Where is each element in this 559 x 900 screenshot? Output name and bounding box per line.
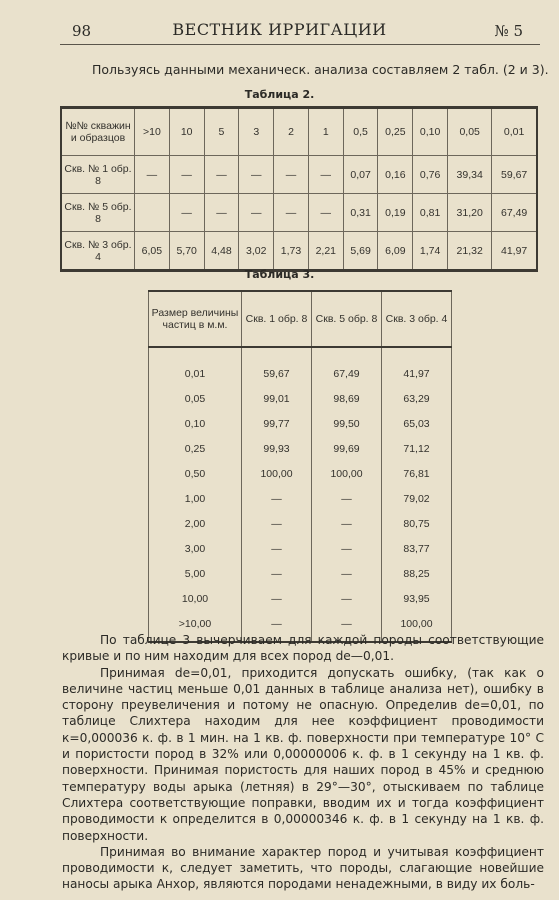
table-cell: 65,03: [382, 411, 452, 436]
table-cell: 0,19: [378, 194, 413, 232]
table3: [148, 290, 452, 643]
table-cell: 71,12: [382, 436, 452, 461]
table2-column-header: 0,25: [378, 108, 413, 156]
table2-column-header: 0,01: [492, 108, 537, 156]
table-cell: 0,01: [149, 347, 242, 386]
row-label: Скв. № 5 обр. 8: [61, 194, 135, 232]
table-cell: —: [239, 156, 274, 194]
table2-column-header: >10: [135, 108, 170, 156]
table-cell: —: [312, 561, 382, 586]
table-row: [61, 156, 537, 194]
table3-body: [149, 347, 452, 642]
table-cell: 99,93: [242, 436, 312, 461]
table-cell: 59,67: [492, 156, 537, 194]
table-cell: 0,16: [378, 156, 413, 194]
row-label: Скв. № 3 обр. 4: [61, 232, 135, 271]
table-cell: —: [312, 611, 382, 642]
table-cell: 0,81: [413, 194, 448, 232]
table-cell: —: [274, 194, 309, 232]
table-cell: —: [169, 156, 204, 194]
table-cell: >10,00: [149, 611, 242, 642]
paragraph: Принимая во внимание характер пород и учитывая коэффициент проводимости к, следует заметить, что породы, слагающие новейшие наносы арыка Анхор, являются породами ненадежными, в виду их боль-: [62, 844, 544, 892]
table-cell: 67,49: [492, 194, 537, 232]
table-cell: 4,48: [204, 232, 239, 271]
table3-caption: Таблица 3.: [244, 268, 315, 281]
table-row: [149, 586, 452, 611]
table-cell: 99,50: [312, 411, 382, 436]
table-cell: —: [312, 586, 382, 611]
table-cell: 1,73: [274, 232, 309, 271]
table-cell: 80,75: [382, 511, 452, 536]
table-cell: —: [242, 536, 312, 561]
table-cell: 41,97: [382, 347, 452, 386]
table-row: [149, 486, 452, 511]
table-cell: 59,67: [242, 347, 312, 386]
table-row: [149, 461, 452, 486]
table2-corner-header: №№ скважин и образцов: [61, 108, 135, 156]
table-cell: [135, 194, 170, 232]
issue-number: № 5: [494, 22, 523, 40]
table-cell: —: [135, 156, 170, 194]
table-cell: 93,95: [382, 586, 452, 611]
table-cell: 5,00: [149, 561, 242, 586]
table-cell: —: [308, 194, 343, 232]
table-cell: 10,00: [149, 586, 242, 611]
page-header: [0, 18, 559, 44]
table-cell: 0,76: [413, 156, 448, 194]
table2-column-header: 0,10: [413, 108, 448, 156]
table-cell: 63,29: [382, 386, 452, 411]
header-rule: [60, 44, 540, 45]
table-cell: —: [204, 156, 239, 194]
table-cell: 67,49: [312, 347, 382, 386]
table-cell: 5,69: [343, 232, 378, 271]
table3-header-row: [149, 291, 452, 347]
table-cell: 99,01: [242, 386, 312, 411]
table3-column-header: Скв. 5 обр. 8: [312, 291, 382, 347]
table-cell: 0,31: [343, 194, 378, 232]
table2-column-header: 3: [239, 108, 274, 156]
table-row: [149, 411, 452, 436]
table-cell: 100,00: [312, 461, 382, 486]
table2-column-header: 5: [204, 108, 239, 156]
table-cell: —: [312, 511, 382, 536]
table-cell: —: [242, 611, 312, 642]
table-cell: —: [242, 561, 312, 586]
table-row: [149, 561, 452, 586]
table-cell: —: [308, 156, 343, 194]
table-row: [149, 536, 452, 561]
table-cell: 2,21: [308, 232, 343, 271]
table-row: [149, 386, 452, 411]
table2-column-header: 0,05: [448, 108, 492, 156]
table-cell: 0,50: [149, 461, 242, 486]
table-cell: 0,07: [343, 156, 378, 194]
table-row: [61, 232, 537, 271]
table-cell: 0,25: [149, 436, 242, 461]
table-cell: —: [239, 194, 274, 232]
table-cell: 41,97: [492, 232, 537, 271]
table2-column-header: 10: [169, 108, 204, 156]
table-cell: 98,69: [312, 386, 382, 411]
table-cell: —: [204, 194, 239, 232]
journal-title: ВЕСТНИК ИРРИГАЦИИ: [172, 20, 387, 39]
table2-column-header: 1: [308, 108, 343, 156]
table-cell: 6,05: [135, 232, 170, 271]
table-cell: 2,00: [149, 511, 242, 536]
table-cell: 31,20: [448, 194, 492, 232]
table-cell: 99,69: [312, 436, 382, 461]
body-text: [62, 632, 544, 893]
table-cell: 0,10: [149, 411, 242, 436]
table-cell: 1,74: [413, 232, 448, 271]
table2-body: [61, 156, 537, 271]
table3-column-header: Размер величины частиц в м.м.: [149, 291, 242, 347]
table-cell: 3,00: [149, 536, 242, 561]
table-cell: —: [312, 536, 382, 561]
table2: [60, 106, 538, 272]
table-cell: 21,32: [448, 232, 492, 271]
table-cell: 88,25: [382, 561, 452, 586]
table-cell: —: [312, 486, 382, 511]
table-cell: 1,00: [149, 486, 242, 511]
table-cell: 100,00: [382, 611, 452, 642]
table2-caption: Таблица 2.: [244, 88, 315, 101]
table-cell: 6,09: [378, 232, 413, 271]
table2-column-header: 2: [274, 108, 309, 156]
table-cell: 5,70: [169, 232, 204, 271]
table-cell: 83,77: [382, 536, 452, 561]
table-cell: —: [169, 194, 204, 232]
paragraph: Принимая de=0,01, приходится допускать ошибку, (так как о величине частиц меньше 0,01 данных в таблице анализа нет), ошибку в сторону преувеличения и потому не опасную. Определив de=0,01, по таблице Слихтера находим для нее коэффициент проводимости к=0,000036 к. ф. в 1 мин. на 1 кв. ф. поверхности при температуре 10° С и пористости пород в 32% или 0,00000006 к. ф. в 1 секунду на 1 кв. ф. поверхности. Принимая пористость для наших пород в 45% и среднюю температуру воды арыка (летняя) в 29°—30°, отыскиваем по таблице Слихтера соответствующие поправки, вводим их и тогда коэффициент проводимости к определится в 0,00000346 к. ф. в 1 секунду на 1 кв. ф. поверхности.: [62, 665, 544, 843]
table-cell: 76,81: [382, 461, 452, 486]
table-row: [149, 347, 452, 386]
table-cell: —: [242, 486, 312, 511]
table-cell: —: [242, 511, 312, 536]
table-cell: 3,02: [239, 232, 274, 271]
table3-column-header: Скв. 1 обр. 8: [242, 291, 312, 347]
table-row: [149, 436, 452, 461]
table-cell: —: [274, 156, 309, 194]
page-number: 98: [72, 22, 92, 40]
table2-header-row: [61, 108, 537, 156]
table-row: [149, 511, 452, 536]
table2-column-header: 0,5: [343, 108, 378, 156]
table3-column-header: Скв. 3 обр. 4: [382, 291, 452, 347]
intro-line: Пользуясь данными механическ. анализа составляем 2 табл. (2 и 3).: [92, 62, 549, 77]
table-cell: —: [242, 586, 312, 611]
row-label: Скв. № 1 обр. 8: [61, 156, 135, 194]
paragraph: По таблице 3 вычерчиваем для каждой породы соответствующие кривые и по ним находим для всех пород de—0,01.: [62, 633, 544, 664]
table-cell: 0,05: [149, 386, 242, 411]
table-cell: 99,77: [242, 411, 312, 436]
table-row: [61, 194, 537, 232]
table-cell: 79,02: [382, 486, 452, 511]
table-cell: 39,34: [448, 156, 492, 194]
table-cell: 100,00: [242, 461, 312, 486]
